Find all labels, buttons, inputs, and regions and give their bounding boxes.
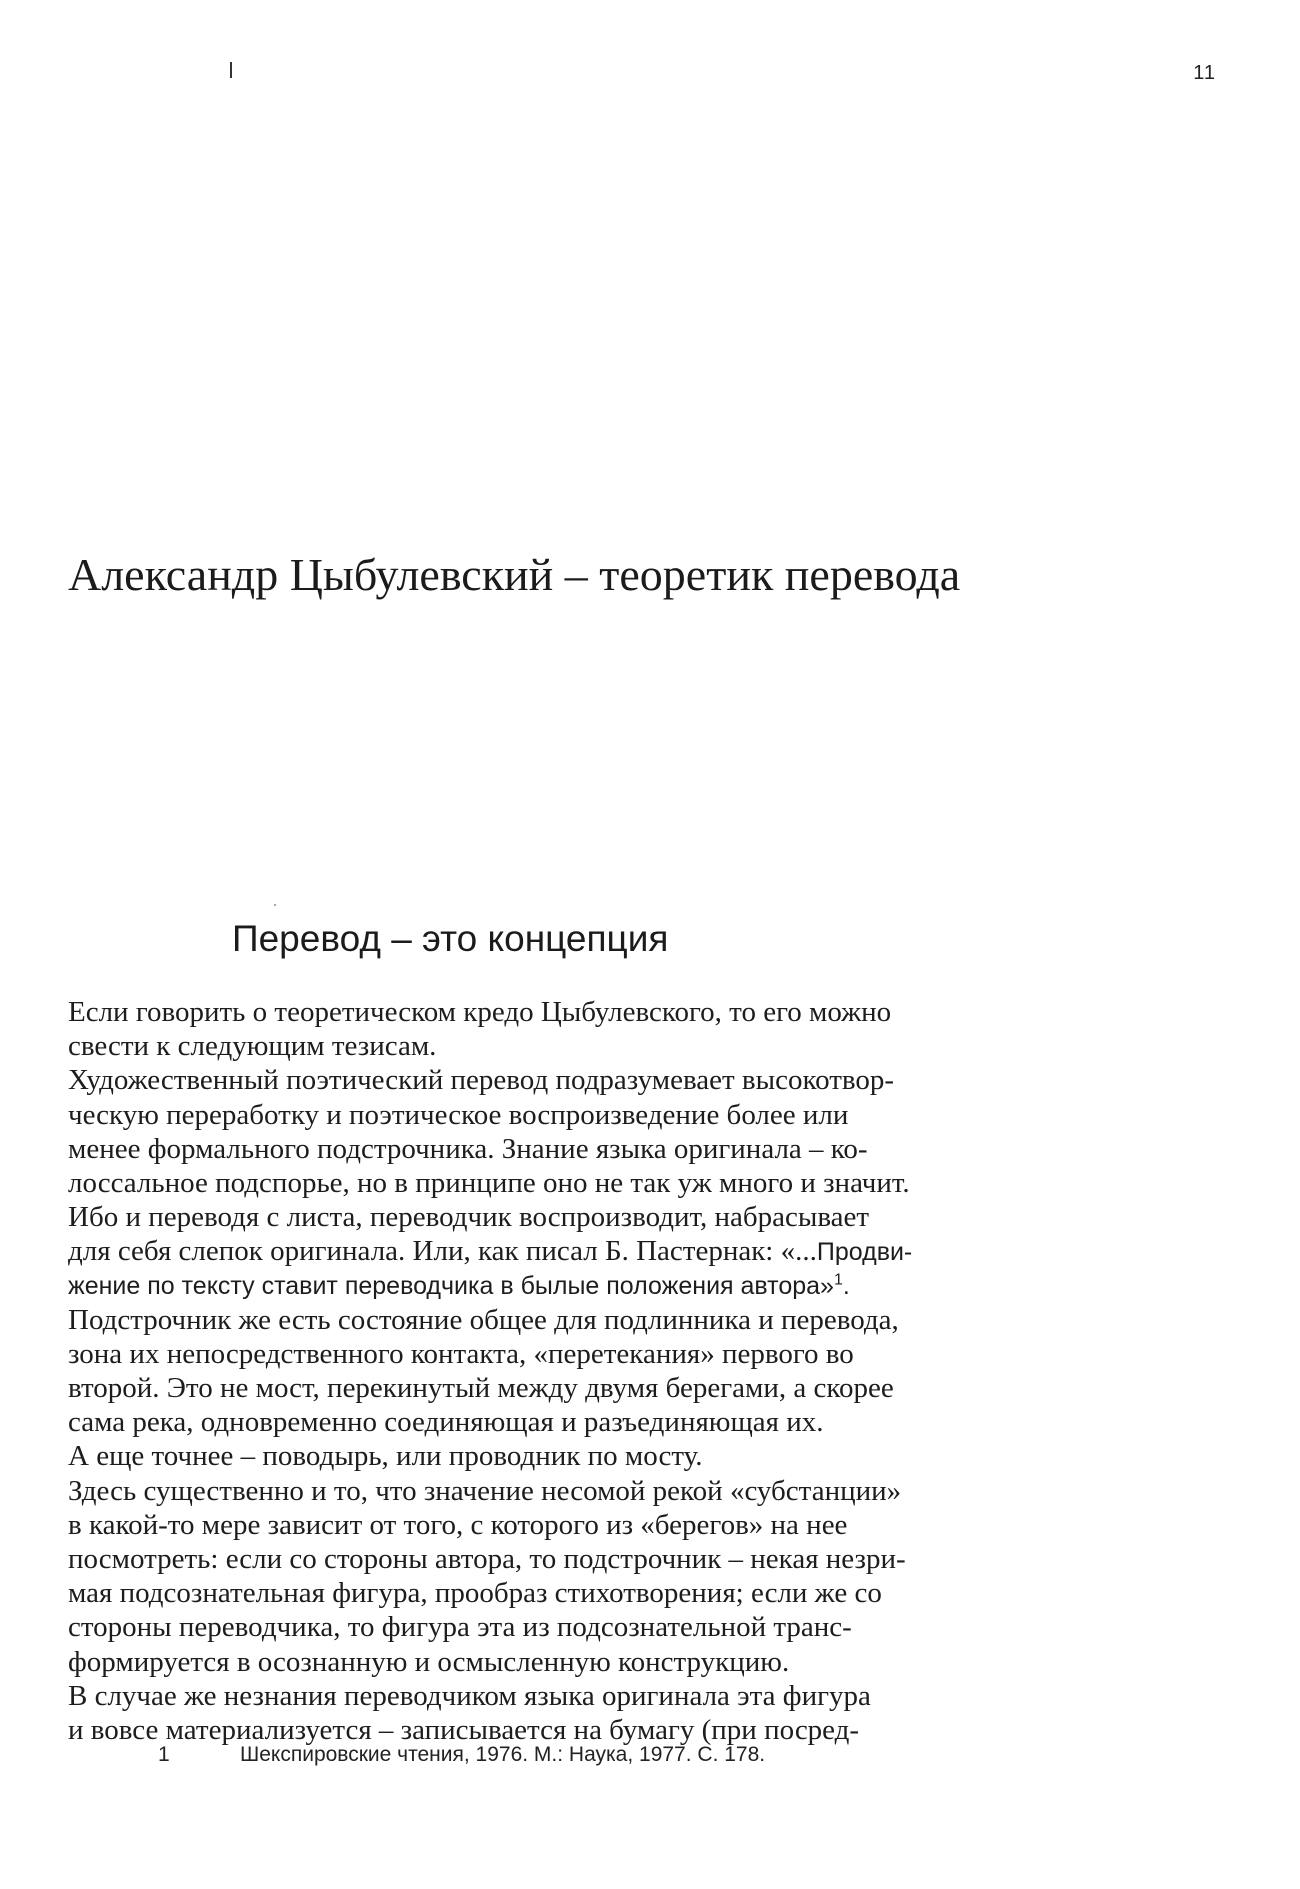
body-line: менее формального подстрочника. Знание языка оригинала – ко- [68,1132,868,1165]
page-edge-mark [230,62,232,78]
body-line: формируется в осознанную и осмысленную конструкцию. [68,1645,790,1678]
body-line: А еще точнее – поводырь, или проводник по мосту. [68,1440,703,1473]
section-heading: Перевод – это концепция [232,918,669,959]
body-line: лоссальное подспорье, но в принципе оно не так уж много и значит. [68,1166,910,1199]
body-line-text: для себя слепок оригинала. Или, как писал Б. Пастернак: «... [68,1235,817,1268]
body-line: В случае же незнания переводчиком языка оригинала эта фигура [68,1679,871,1712]
chapter-title: Александр Цыбулевский – теоретик перевода [68,549,961,600]
body-line: и вовсе материализуется – записывается на бумагу (при посред- [68,1713,860,1746]
body-line: сама река, одновременно соединяющая и разъединяющая их. [68,1406,824,1439]
body-line: стороны переводчика, то фигура эта из подсознательной транс- [68,1611,852,1644]
body-line: мая подсознательная фигура, прообраз стихотворения; если же со [68,1577,882,1610]
body-line-quote: жение по тексту ставит переводчика в былые положения автора»$^1$. [68,1271,850,1300]
body-line: Здесь существенно и то, что значение несомой рекой «субстанции» [68,1474,902,1507]
body-line: зона их непосредственного контакта, «перетекания» первого во [68,1337,854,1370]
footnote-text: Шекспировские чтения, 1976. М.: Наука, 1977. С. 178. [240,1743,766,1766]
footnote [158,1743,765,1767]
speck-mark [274,904,276,906]
body-line: ческую переработку и поэтическое воспроизведение более или [68,1098,849,1131]
footnote-number: 1 [158,1743,170,1766]
body-line: Подстрочник же есть состояние общее для подлинника и перевода, [68,1303,899,1336]
body-line-quote-start [68,1234,1068,1268]
body-line: свести к следующим тезисам. [68,1030,437,1063]
footnote-ref[interactable]: 1 [833,1271,843,1289]
quote-start: Продви- [816,1238,913,1267]
page-number: 11 [1193,62,1216,84]
quote-text: жение по тексту ставит переводчика в былые положения автора» [68,1271,834,1300]
body-line: Если говорить о теоретическом кредо Цыбулевского, то его можно [68,996,892,1028]
body-line: посмотреть: если со стороны автора, то подстрочник – некая незри- [68,1543,906,1575]
body-text [68,995,1068,1747]
body-line: второй. Это не мост, перекинутый между двумя берегами, а скорее [68,1372,894,1405]
body-line: Ибо и переводя с листа, переводчик воспроизводит, набрасывает [68,1201,870,1234]
body-line: Художественный поэтический перевод подразумевает высокотвор- [68,1064,895,1097]
body-line: в какой-то мере зависит от того, с которого из «берегов» на нее [68,1508,848,1541]
